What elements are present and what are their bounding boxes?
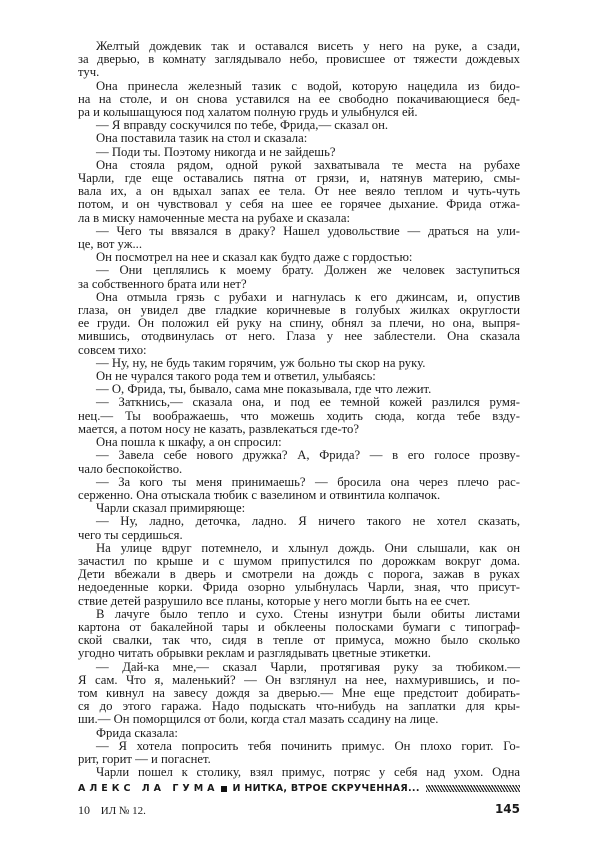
body-text xyxy=(78,40,520,779)
text-line: угодно читать обрывки реклам и разглядывать цветные этикетки. xyxy=(78,646,431,661)
text-line: Чарли, где еще оставались пятна от грязи, и, натянув материю, смы- xyxy=(78,171,520,186)
text-line: глаза, он увидел две гладкие коричневые в голубых жилках округлости xyxy=(78,303,520,318)
text-line: ся до этого гаража. Надо подыскать что-нибудь на заплатки для кры- xyxy=(78,699,520,714)
text-line: ши.— Он поморщился от боли, когда стал мазать ссадину на лице. xyxy=(78,712,439,727)
signature-number: 10 xyxy=(78,803,90,817)
paragraph xyxy=(78,291,520,357)
text-line: чего ты сердишься. xyxy=(78,527,183,542)
text-line: за дверью, в комнату заглядывало небо, провисшее от тяжести дождевых xyxy=(78,52,520,67)
text-line: Она принесла железный тазик с водой, которую нацедила из бидо- xyxy=(96,78,520,93)
paragraph xyxy=(78,264,520,290)
paragraph xyxy=(78,132,520,145)
footer-title: И НИТКА, ВТРОЕ СКРУЧЕННАЯ... xyxy=(232,783,420,794)
text-line: Она стояла рядом, одной рукой захватывала те места на рубахе xyxy=(96,157,520,172)
text-line: нец.— Ты воображаешь, что можешь ходить сюда, когда тебе взду- xyxy=(78,408,520,423)
text-line: Он посмотрел на нее и сказал как будто даже с гордостью: xyxy=(96,250,413,265)
paragraph xyxy=(78,727,520,740)
paragraph xyxy=(78,542,520,608)
text-line: мается, а потом носу не казать, развлекаться где-то? xyxy=(78,421,360,436)
text-line: потом, и он чувствовал у себя на шее ее горячее дыхание. Фрида отжа- xyxy=(78,197,520,212)
text-line: Она пошла к шкафу, а он спросил: xyxy=(96,435,282,450)
text-line: На улице вдруг потемнело, и хлынул дождь. Они слышали, как он xyxy=(96,540,520,555)
text-line: це, вот уж... xyxy=(78,237,143,252)
paragraph xyxy=(78,80,520,120)
paragraph xyxy=(78,146,520,159)
text-line: Желтый дождевик так и оставался висеть у него на руке, а сзади, xyxy=(96,39,520,53)
paragraph xyxy=(78,766,520,779)
text-line: — Они цеплялись к моему брату. Должен же человек заступиться xyxy=(96,263,520,278)
signature-label: ИЛ № 12. xyxy=(100,805,146,817)
text-line: В лачуге было тепло и сухо. Стены изнутри были обиты листами xyxy=(96,606,520,621)
text-line: ла в миску намоченные места на рубахе и сказала: xyxy=(78,210,351,225)
paragraph xyxy=(78,449,520,475)
text-line: ра и колышащуюся под халатом полную грудь и улыбнулся ей. xyxy=(78,105,418,120)
text-line: — Поди ты. Поэтому никогда и не зайдешь? xyxy=(96,144,336,159)
text-line: — Ну, ладно, деточка, ладно. Я ничего такого не хотел сказать, xyxy=(96,514,520,529)
text-line: Дети вбежали в дверь и смотрели на дождь с порога, зажав в руках xyxy=(78,567,520,582)
text-line: — О, Фрида, ты, бывало, сама мне показывала, где что лежит. xyxy=(96,382,432,397)
text-line: Она отмыла грязь с рубахи и нагнулась к его джинсам, и, опустив xyxy=(96,289,520,304)
text-line: ствие детей разрушило все планы, которые у него могли быть на ее счет. xyxy=(78,593,471,608)
text-line: Фрида сказала: xyxy=(96,725,178,740)
text-line: — Я вправду соскучился по тебе, Фрида,— сказал он. xyxy=(96,118,389,133)
text-line: рит, горит — и погаснет. xyxy=(78,751,211,766)
text-line: недоеденные корки. Фрида озорно улыбнулась Чарли, зная, что присут- xyxy=(78,580,520,595)
text-line: вала их, а он вдыхал запах ее тела. От нее веяло теплом и чуть-чуть xyxy=(78,184,520,199)
text-line: мившись, отодвинулась от него. Глаза у нее заблестели. Она сказала xyxy=(78,329,520,344)
running-footer xyxy=(78,783,520,794)
text-line: Она поставила тазик на стол и сказала: xyxy=(96,131,308,146)
text-line: совсем тихо: xyxy=(78,342,147,357)
text-line: том кивнул на завесу дождя за дверью.— Мне еще предстоит добирать- xyxy=(78,685,520,700)
text-line: — Я хотела попросить тебя починить примус. Он плохо горит. Го- xyxy=(96,738,520,753)
text-line: ее груди. Он положил ей руку на спину, обнял за плечи, но она, выпря- xyxy=(78,316,520,331)
paragraph xyxy=(78,661,520,727)
text-line: чало беспокойство. xyxy=(78,461,183,476)
page-number: 145 xyxy=(494,802,520,816)
paragraph xyxy=(78,515,520,541)
paragraph xyxy=(78,476,520,502)
text-line: туч. xyxy=(78,65,100,80)
text-line: Я сам. Что я, маленький? — Он взглянул на нее, нахмурившись, и по- xyxy=(78,672,520,687)
text-line: Он не чурался такого рода тем и ответил, улыбаясь: xyxy=(96,369,376,384)
paragraph xyxy=(78,396,520,436)
text-line: на на столе, и он снова уставился на ее свободно покачивающиеся бед- xyxy=(78,91,520,106)
text-line: — Ну, ну, не будь таким горячим, уж больно ты скор на руку. xyxy=(96,355,426,370)
text-line: картона от бакалейной тары и обклеены полосками бумаги с типограф- xyxy=(78,619,520,634)
text-line: — Дай-ка мне,— сказал Чарли, протягивая руку за тюбиком.— xyxy=(96,659,520,674)
paragraph xyxy=(78,608,520,661)
footer-author: АЛЕКС ЛА ГУМА xyxy=(78,783,219,794)
text-line: — Заткнись,— сказала она, и под ее темной кожей разлился румя- xyxy=(96,395,520,410)
paragraph xyxy=(78,40,520,80)
text-line: — За кого ты меня принимаешь? — бросила она через плечо рас- xyxy=(96,474,520,489)
paragraph xyxy=(78,225,520,251)
text-line: зачастил по крыше и с шумом припустился по дорожкам вокруг дома. xyxy=(78,553,520,568)
text-line: Чарли пошел к столику, взял примус, потряс у себя над ухом. Одна xyxy=(96,765,520,780)
square-bullet-icon xyxy=(221,786,227,792)
text-line: за собственного брата или нет? xyxy=(78,276,247,291)
text-line: серженно. Она отыскала тюбик с вазелином и отвинтила колпачок. xyxy=(78,487,441,502)
paragraph xyxy=(78,740,520,766)
text-line: ской свалки, так что, сидя в тепле от примуса, можно было сколько xyxy=(78,633,520,648)
hatched-rule xyxy=(426,785,520,792)
text-line: Чарли сказал примиряюще: xyxy=(96,501,246,516)
text-line: — Завела себе нового дружка? А, Фрида? — в его голосе прозву- xyxy=(96,448,520,463)
printer-signature xyxy=(78,803,146,818)
paragraph xyxy=(78,159,520,225)
text-line: — Чего ты ввязался в драку? Нашел удовольствие — драться на ули- xyxy=(96,223,520,238)
